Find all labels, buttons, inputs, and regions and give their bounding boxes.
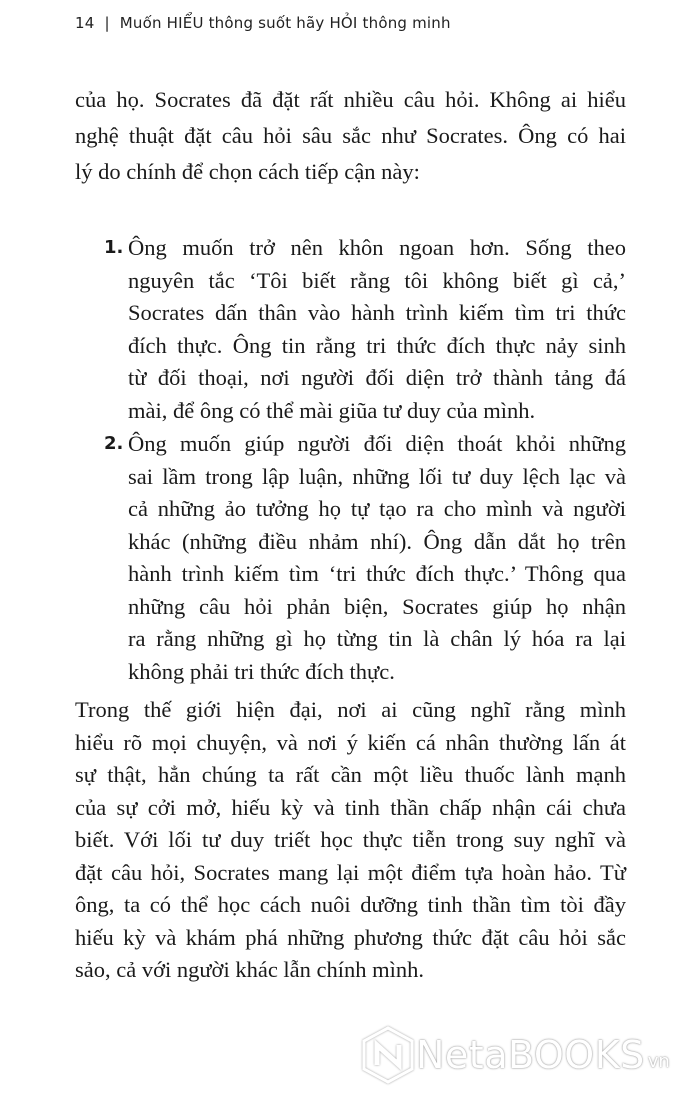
text-line: từ đối thoại, nơi người đối diện trở thành tảng đá	[128, 365, 626, 390]
header-separator: |	[104, 14, 110, 32]
text-line: ra rằng những gì họ từng tin là chân lý hóa ra lại	[128, 626, 626, 651]
text-line: sự thật, hẳn chúng ta rất cần một liều thuốc lành mạnh	[75, 762, 626, 787]
text-line: của họ. Socrates đã đặt rất nhiều câu hỏi. Không ai hiểu	[75, 87, 626, 112]
text-line: hiếu kỳ và khám phá những phương thức đặt câu hỏi sắc	[75, 924, 626, 950]
numbered-list	[75, 232, 626, 689]
watermark-suffix: vn	[647, 1050, 670, 1072]
netabooks-watermark	[360, 1025, 670, 1085]
text-line: nguyên tắc ‘Tôi biết rằng tôi không biết gì cả,’	[128, 267, 626, 293]
list-item	[75, 428, 626, 688]
text-line: biết. Với lối tư duy triết học thực tiễn trong suy nghĩ và	[75, 827, 626, 852]
text-line: lý do chính để chọn cách tiếp cận này:	[75, 158, 420, 184]
text-line: Trong thế giới hiện đại, nơi ai cũng nghĩ rằng mình	[75, 697, 626, 722]
text-line: cả những ảo tưởng họ tự tạo ra cho mình và người	[128, 496, 626, 521]
paragraph-intro	[75, 82, 626, 189]
text-line: khác (những điều nhảm nhí). Ông dẫn dắt họ trên	[128, 528, 626, 554]
list-item	[75, 232, 626, 427]
text-line: sảo, cả với người khác lẫn chính mình.	[75, 957, 425, 982]
text-line: hiểu rõ mọi chuyện, và nơi ý kiến cá nhân thường lấn át	[75, 729, 626, 755]
text-line: sai lầm trong lập luận, những lối tư duy lệch lạc và	[128, 463, 626, 489]
watermark-brand: NetaBOOKS	[416, 1033, 645, 1077]
text-line: nghệ thuật đặt câu hỏi sâu sắc như Socrates. Ông có hai	[75, 122, 626, 148]
text-line: Socrates dấn thân vào hành trình kiếm tìm tri thức	[128, 300, 626, 325]
text-line: không phải tri thức đích thực.	[128, 658, 395, 684]
text-line: hành trình kiếm tìm ‘tri thức đích thực.’ Thông qua	[128, 561, 626, 586]
page-number: 14	[75, 14, 95, 32]
paragraph-conclusion	[75, 694, 626, 987]
netabooks-hexagon-logo-icon	[360, 1025, 416, 1085]
running-header	[75, 14, 451, 32]
text-line: của sự cởi mở, hiếu kỳ và tinh thần chấp nhận cái chưa	[75, 794, 626, 820]
text-line: Ông muốn giúp người đối diện thoát khỏi những	[128, 431, 626, 456]
text-line: đặt câu hỏi, Socrates mang lại một điểm tựa hoàn hảo. Từ	[75, 859, 626, 885]
list-number: 1.	[104, 237, 124, 258]
text-line: Ông muốn trở nên khôn ngoan hơn. Sống theo	[128, 235, 626, 260]
text-line: đích thực. Ông tin rằng tri thức đích thực nảy sinh	[128, 332, 626, 358]
text-line: những câu hỏi phản biện, Socrates giúp họ nhận	[128, 593, 626, 619]
text-line: mài, để ông có thể mài giũa tư duy của mình.	[128, 397, 536, 423]
list-number: 2.	[104, 433, 124, 454]
running-title: Muốn HIỂU thông suốt hãy HỎI thông minh	[119, 14, 451, 32]
text-line: ông, ta có thể học cách nuôi dưỡng tinh thần tìm tòi đầy	[75, 892, 626, 917]
